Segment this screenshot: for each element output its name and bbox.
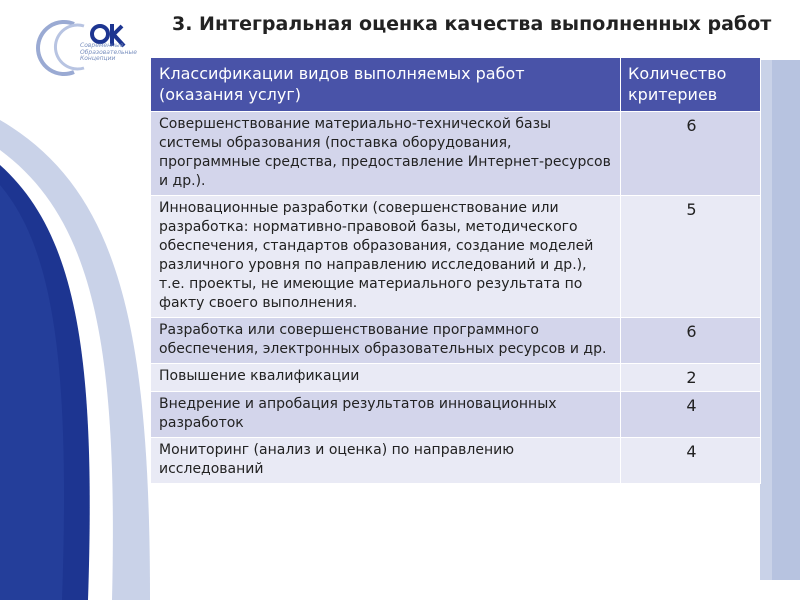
logo-text [80,43,137,63]
table-row [151,438,761,484]
table-row [151,196,761,318]
table-header-row [151,58,761,112]
row-classification: Повышение квалификации [151,364,621,392]
row-count: 4 [621,392,761,438]
row-count: 6 [621,318,761,364]
row-count: 4 [621,438,761,484]
row-classification: Внедрение и апробация результатов инновационных разработок [151,392,621,438]
row-count: 2 [621,364,761,392]
row-classification: Совершенствование материально-технической базы системы образования (поставка оборудования, программные средства, предоставление Интернет-ресурсов и др.). [151,112,621,196]
logo-text-line: Концепции [80,55,116,62]
logo-text-line: Современные [80,42,124,49]
row-count: 6 [621,112,761,196]
header-count: Количество критериев [621,58,761,112]
table-row [151,112,761,196]
row-classification: Разработка или совершенствование программного обеспечения, электронных образовательных ресурсов и др. [151,318,621,364]
row-classification: Инновационные разработки (совершенствование или разработка: нормативно-правовой базы, методического обеспечения, стандартов образования, создание моделей различного уровня по направлению исследований и др.), т.е. проекты, не имеющие материального результата по факту своего выполнения. [151,196,621,318]
logo-text-line: Образовательные [80,48,137,56]
row-classification: Мониторинг (анализ и оценка) по направлению исследований [151,438,621,484]
table-row [151,364,761,392]
slide-title: 3. Интегральная оценка качества выполненных работ [172,13,772,35]
row-count: 5 [621,196,761,318]
table-row [151,392,761,438]
table-row [151,318,761,364]
criteria-table [150,57,760,484]
header-classification: Классификации видов выполняемых работ (оказания услуг) [151,58,621,112]
